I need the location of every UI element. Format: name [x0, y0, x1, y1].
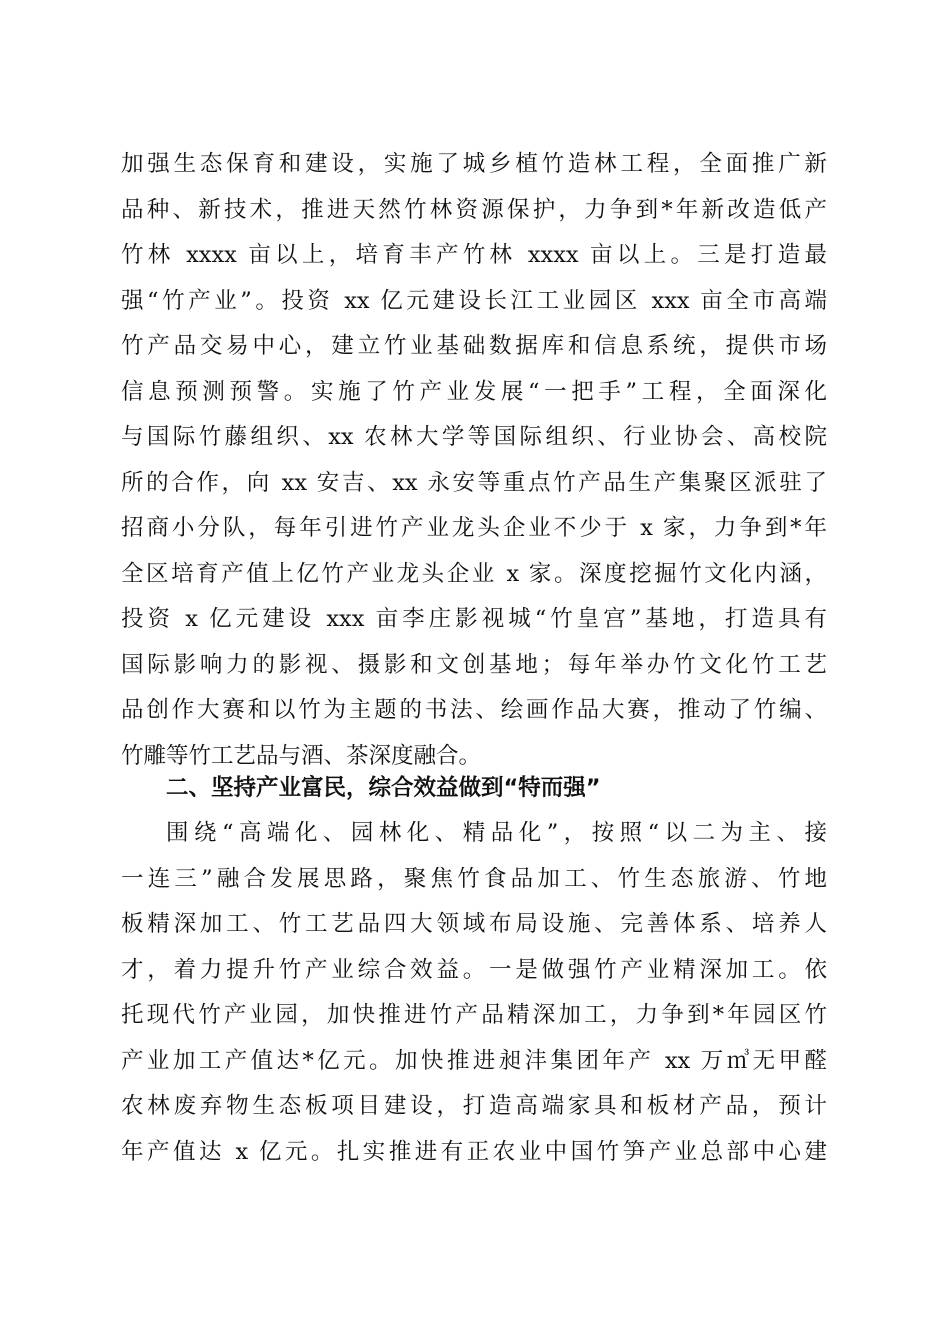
text-line: 全区培育产值上亿竹产业龙头企业 x 家。深度挖掘竹文化内涵， [121, 561, 827, 587]
text-line: 加强生态保育和建设，实施了城乡植竹造林工程，全面推广新 [121, 151, 827, 177]
text-line: 才，着力提升竹产业综合效益。一是做强竹产业精深加工。依 [121, 957, 827, 983]
text-line: 一连三”融合发展思路，聚焦竹食品加工、竹生态旅游、竹地 [121, 866, 827, 892]
text-line: 竹林 xxxx 亩以上，培育丰产竹林 xxxx 亩以上。三是打造最 [121, 242, 827, 268]
text-line: 竹产品交易中心，建立竹业基础数据库和信息系统，提供市场 [121, 333, 827, 359]
text-line: 品种、新技术，推进天然竹林资源保护，力争到*年新改造低产 [121, 197, 827, 223]
text-line: 年产值达 x 亿元。扎实推进有正农业中国竹笋产业总部中心建 [121, 1139, 827, 1165]
text-line: 与国际竹藤组织、xx 农林大学等国际组织、行业协会、高校院 [121, 424, 827, 450]
section-heading: 二、坚持产业富民，综合效益做到“特而强” [166, 775, 601, 801]
text-line: 农林废弃物生态板项目建设，打造高端家具和板材产品，预计 [121, 1093, 827, 1119]
text-line: 板精深加工、竹工艺品四大领域布局设施、完善体系、培养人 [121, 911, 827, 937]
text-line: 所的合作，向 xx 安吉、xx 永安等重点竹产品生产集聚区派驻了 [121, 470, 827, 496]
text-line: 围绕“高端化、园林化、精品化”，按照“以二为主、接 [166, 820, 827, 846]
text-line: 招商小分队，每年引进竹产业龙头企业不少于 x 家，力争到*年 [121, 515, 827, 541]
text-line: 竹雕等竹工艺品与酒、茶深度融合。 [121, 743, 482, 769]
text-line: 强“竹产业”。投资 xx 亿元建设长江工业园区 xxx 亩全市高端 [121, 288, 827, 314]
text-line: 产业加工产值达*亿元。加快推进昶沣集团年产 xx 万㎥无甲醛 [121, 1048, 827, 1074]
text-line: 信息预测预警。实施了竹产业发展“一把手”工程，全面深化 [121, 379, 827, 405]
text-line: 投资 x 亿元建设 xxx 亩李庄影视城“竹皇宫”基地，打造具有 [121, 606, 827, 632]
text-line: 托现代竹产业园，加快推进竹产品精深加工，力争到*年园区竹 [121, 1002, 827, 1028]
text-line: 品创作大赛和以竹为主题的书法、绘画作品大赛，推动了竹编、 [121, 697, 827, 723]
text-line: 国际影响力的影视、摄影和文创基地；每年举办竹文化竹工艺 [121, 652, 827, 678]
